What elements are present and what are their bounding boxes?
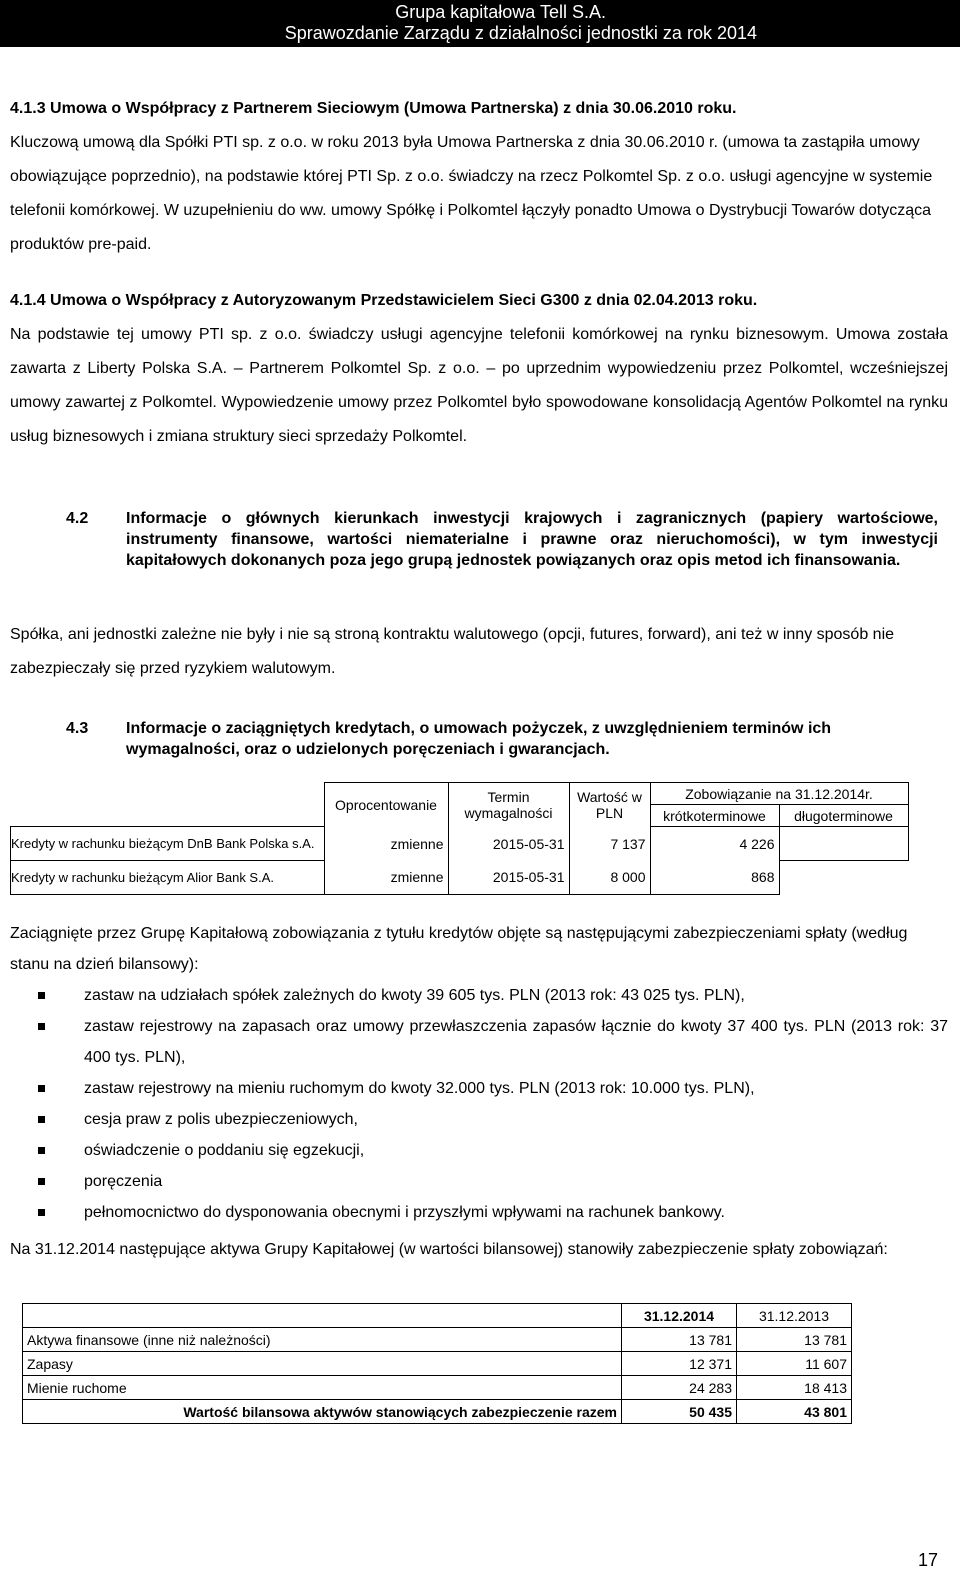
bullet-icon [38, 1209, 45, 1216]
section-414-body: Na podstawie tej umowy PTI sp. z o.o. świadczy usługi agencyjne telefonii komórkowej na rynku biznesowym. Umowa została zawarta z Liberty Polska S.A. – Partnerem Polkomtel Sp. z o.o. – po uprzednim wypowiedzeniu przez Polkomtel, wcześniejszej umowy zawartej z Polkomtel. Wypowiedzenie umowy przez Polkomtel było spowodowane konsolidacją Agentów Polkomtel na rynku usług biznesowych i zmiana struktury sieci sprzedaży Polkomtel. [10, 326, 948, 445]
credit-rate: zmienne [324, 827, 448, 861]
col-header-term: Termin wymagalności [448, 783, 569, 827]
col-header-2013: 31.12.2013 [737, 1304, 852, 1328]
asset-label: Mienie ruchome [23, 1376, 622, 1400]
bullet-icon [38, 1085, 45, 1092]
credit-name: Kredyty w rachunku bieżącym DnB Bank Polska s.A. [11, 827, 325, 861]
list-item [10, 1104, 948, 1135]
bullet-icon [38, 1023, 45, 1030]
list-item-text: pełnomocnictwo do dysponowania obecnymi i przyszłymi wpływami na rachunek bankowy. [84, 1204, 725, 1221]
credit-value: 7 137 [569, 827, 650, 861]
section-42-number: 4.2 [66, 510, 89, 527]
bullet-icon [38, 1147, 45, 1154]
credit-table-corner [11, 783, 325, 827]
table-row [23, 1328, 852, 1352]
bullet-icon [38, 992, 45, 999]
list-item [10, 980, 948, 1011]
col-header-2014: 31.12.2014 [622, 1304, 737, 1328]
collateral-list [10, 980, 948, 1228]
section-42-body: Spółka, ani jednostki zależne nie były i nie są stroną kontraktu walutowego (opcji, futures, forward), ani też w inny sposób nie zabezpieczały się przed ryzykiem walutowym. [10, 626, 895, 677]
section-42-heading: Informacje o głównych kierunkach inwestycji krajowych i zagranicznych (papiery wartościowe, instrumenty finansowe, wartości niematerialne i prawne oraz nieruchomości), w tym inwestycji kapitałowych dokonanych poza jego grupą jednostek powiązanych oraz opis metod ich finansowania. [126, 510, 938, 569]
report-title: Sprawozdanie Zarządu z działalności jednostki za rok 2014 [284, 23, 757, 43]
credit-value: 8 000 [569, 861, 650, 895]
assets-table-corner [23, 1304, 622, 1328]
section-413-body: Kluczową umową dla Spółki PTI sp. z o.o. w roku 2013 była Umowa Partnerska z dnia 30.06.2010 r. (umowa ta zastąpiła umowy obowiązujące poprzednio), na podstawie której PTI Sp. z o.o. świadczy na rzecz Polkomtel Sp. z o.o. usługi agencyjne w systemie telefonii komórkowej. W uzupełnieniu do ww. umowy Spółkę i Polkomtel łączyły ponadto Umowa o Dystrybucji Towarów dotycząca produktów pre-paid. [10, 134, 933, 253]
col-header-long: długoterminowe [779, 805, 908, 827]
table-row [23, 1352, 852, 1376]
list-item-text: zastaw na udziałach spółek zależnych do kwoty 39 605 tys. PLN (2013 rok: 43 025 tys. PLN), [84, 987, 745, 1004]
col-header-short: krótkoterminowe [650, 805, 779, 827]
credit-short: 4 226 [650, 827, 779, 861]
table-row-total [23, 1400, 852, 1424]
list-item [10, 1011, 948, 1073]
page-header [0, 0, 960, 47]
bullet-icon [38, 1178, 45, 1185]
table-row [23, 1376, 852, 1400]
credit-term: 2015-05-31 [448, 861, 569, 895]
list-item [10, 1073, 948, 1104]
list-item-text: zastaw rejestrowy na mieniu ruchomym do kwoty 32.000 tys. PLN (2013 rok: 10.000 tys. PLN), [84, 1080, 755, 1097]
credit-long [779, 827, 908, 861]
table-row [11, 827, 909, 861]
assets-table [22, 1303, 852, 1424]
asset-value-2014: 24 283 [622, 1376, 737, 1400]
credit-rate: zmienne [324, 861, 448, 895]
list-item [10, 1197, 948, 1228]
asset-value-2014: 13 781 [622, 1328, 737, 1352]
asset-value-2013: 13 781 [737, 1328, 852, 1352]
asset-total-2013: 43 801 [737, 1400, 852, 1424]
col-header-liabilities: Zobowiązanie na 31.12.2014r. [650, 783, 908, 805]
asset-label: Aktywa finansowe (inne niż należności) [23, 1328, 622, 1352]
list-item-text: oświadczenie o poddaniu się egzekucji, [84, 1142, 365, 1159]
asset-total-2014: 50 435 [622, 1400, 737, 1424]
assets-intro: Na 31.12.2014 następujące aktywa Grupy Kapitałowej (w wartości bilansowej) stanowiły zabezpieczenie spłaty zobowiązań: [10, 1241, 888, 1258]
credit-long [779, 861, 908, 895]
company-name: Grupa kapitałowa Tell S.A. [395, 2, 606, 22]
section-413-heading: 4.1.3 Umowa o Współpracy z Partnerem Sieciowym (Umowa Partnerska) z dnia 30.06.2010 roku. [10, 100, 737, 117]
list-item-text: cesja praw z polis ubezpieczeniowych, [84, 1111, 358, 1128]
table-row [11, 861, 909, 895]
asset-label: Zapasy [23, 1352, 622, 1376]
section-414-heading: 4.1.4 Umowa o Współpracy z Autoryzowanym Przedstawicielem Sieci G300 z dnia 02.04.2013 roku. [10, 292, 758, 309]
bullet-icon [38, 1116, 45, 1123]
asset-value-2013: 18 413 [737, 1376, 852, 1400]
section-43-heading: Informacje o zaciągniętych kredytach, o umowach pożyczek, z uwzględnieniem terminów ich wymagalności, oraz o udzielonych poręczeniach i gwarancjach. [126, 720, 832, 758]
list-item [10, 1166, 948, 1197]
credit-name: Kredyty w rachunku bieżącym Alior Bank S.A. [11, 861, 325, 895]
section-43-number: 4.3 [66, 720, 89, 737]
collateral-intro: Zaciągnięte przez Grupę Kapitałową zobowiązania z tytułu kredytów objęte są następującymi zabezpieczeniami spłaty (według stanu na dzień bilansowy): [10, 925, 908, 973]
col-header-value: Wartość w PLN [569, 783, 650, 827]
credit-short: 868 [650, 861, 779, 895]
page-number: 17 [917, 1550, 938, 1570]
list-item [10, 1135, 948, 1166]
asset-value-2013: 11 607 [737, 1352, 852, 1376]
list-item-text: poręczenia [84, 1173, 163, 1190]
list-item-text: zastaw rejestrowy na zapasach oraz umowy przewłaszczenia zapasów łącznie do kwoty 37 400 tys. PLN (2013 rok: 37 400 tys. PLN), [84, 1018, 948, 1066]
col-header-rate: Oprocentowanie [324, 783, 448, 827]
asset-value-2014: 12 371 [622, 1352, 737, 1376]
credit-table [10, 782, 909, 895]
asset-total-label: Wartość bilansowa aktywów stanowiących zabezpieczenie razem [23, 1400, 622, 1424]
credit-term: 2015-05-31 [448, 827, 569, 861]
